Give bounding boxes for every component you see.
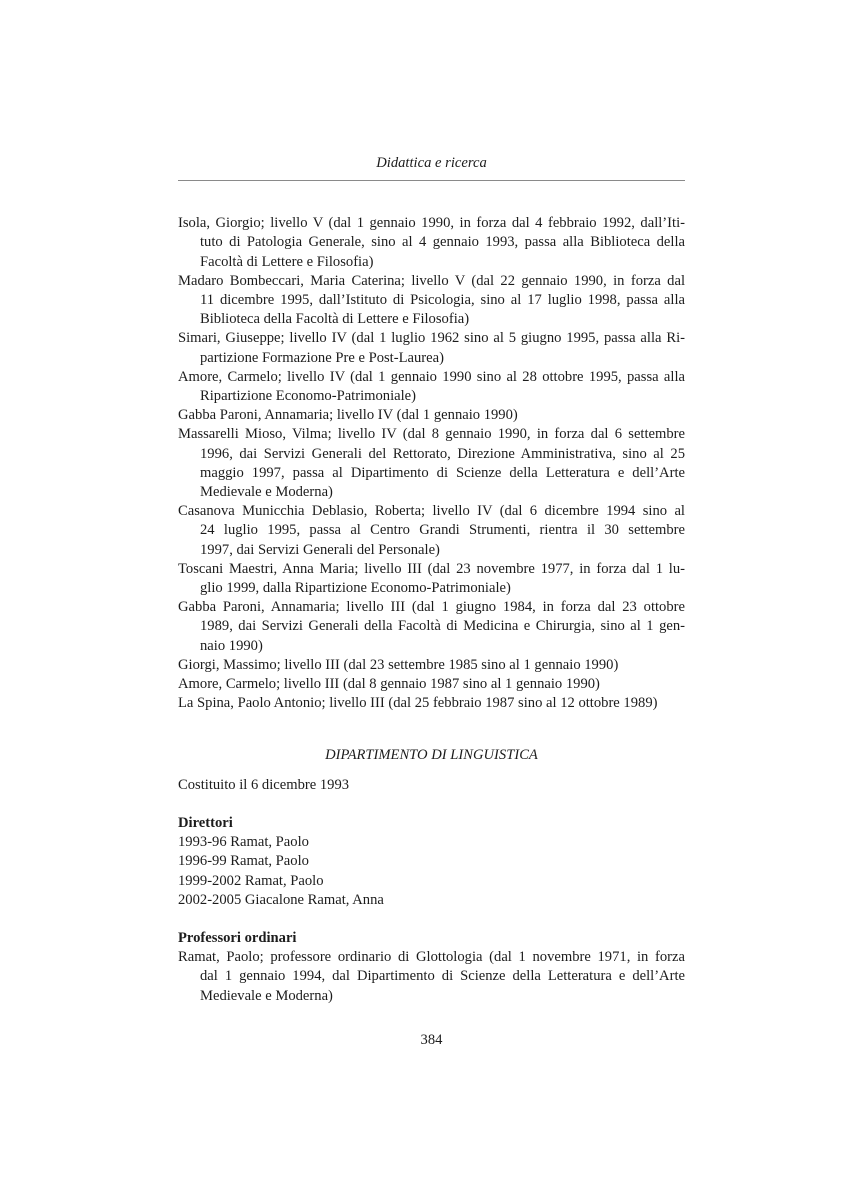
staff-entry-line: 11 dicembre 1995, dall’Istituto di Psicologia, sino al 17 luglio 1998, passa alla bbox=[200, 292, 685, 309]
page-number: 384 bbox=[420, 1031, 443, 1048]
professor-entry-line: Ramat, Paolo; professore ordinario di Glottologia (dal 1 novembre 1971, in forza bbox=[178, 949, 685, 966]
section-title: DIPARTIMENTO DI LINGUISTICA bbox=[325, 747, 538, 764]
header-rule bbox=[178, 180, 685, 181]
staff-entry-line: Casanova Municchia Deblasio, Roberta; livello IV (dal 6 dicembre 1994 sino al bbox=[178, 503, 685, 520]
staff-entry-line: Facoltà di Lettere e Filosofia) bbox=[200, 253, 374, 270]
staff-entry bbox=[178, 368, 685, 406]
staff-entry-line: Ripartizione Economo-Patrimoniale) bbox=[200, 388, 417, 405]
staff-entry-line: partizione Formazione Pre e Post-Laurea) bbox=[200, 349, 444, 366]
staff-entry bbox=[178, 272, 685, 330]
professori-list bbox=[178, 948, 685, 1006]
staff-entry-line: Amore, Carmelo; livello IV (dal 1 gennaio 1990 sino al 28 ottobre 1995, passa alla bbox=[178, 368, 685, 385]
staff-entry-line: Simari, Giuseppe; livello IV (dal 1 luglio 1962 sino al 5 giugno 1995, passa alla Ri- bbox=[178, 330, 685, 347]
professor-entry-line: Medievale e Moderna) bbox=[200, 987, 333, 1004]
staff-entry-line: La Spina, Paolo Antonio; livello III (dal 25 febbraio 1987 sino al 12 ottobre 1989) bbox=[178, 695, 658, 712]
section-founded-text: Costituito il 6 dicembre 1993 bbox=[178, 776, 350, 793]
staff-entry bbox=[178, 656, 685, 675]
staff-entry bbox=[178, 694, 685, 713]
professori-heading: Professori ordinari bbox=[178, 929, 297, 946]
staff-entry bbox=[178, 560, 685, 598]
staff-entry bbox=[178, 406, 685, 425]
staff-entry-line: Massarelli Mioso, Vilma; livello IV (dal 8 gennaio 1990, in forza dal 6 settembre bbox=[178, 426, 685, 443]
document-page bbox=[178, 0, 685, 1050]
staff-entry-line: glio 1999, dalla Ripartizione Economo-Patrimoniale) bbox=[200, 580, 511, 597]
staff-list bbox=[178, 214, 685, 713]
professor-entry bbox=[178, 948, 685, 1006]
staff-entry-line: maggio 1997, passa al Dipartimento di Scienze della Letteratura e dell’Arte bbox=[200, 464, 685, 481]
staff-entry-line: naio 1990) bbox=[200, 637, 263, 654]
staff-entry-line: Medievale e Moderna) bbox=[200, 484, 333, 501]
staff-entry-line: tuto di Patologia Generale, sino al 4 gennaio 1993, passa alla Biblioteca della bbox=[200, 234, 685, 251]
staff-entry-line: 24 luglio 1995, passa al Centro Grandi Strumenti, rientra il 30 settembre bbox=[200, 522, 685, 539]
staff-entry-line: Amore, Carmelo; livello III (dal 8 gennaio 1987 sino al 1 gennaio 1990) bbox=[178, 676, 600, 693]
running-header-title: Didattica e ricerca bbox=[376, 155, 487, 171]
director-item: 1993-96 Ramat, Paolo bbox=[178, 834, 309, 851]
direttori-list bbox=[178, 833, 685, 910]
director-item: 1996-99 Ramat, Paolo bbox=[178, 853, 309, 870]
staff-entry-line: 1996, dai Servizi Generali del Rettorato, Direzione Amministrativa, sino al 25 bbox=[200, 445, 685, 462]
staff-entry-line: Giorgi, Massimo; livello III (dal 23 settembre 1985 sino al 1 gennaio 1990) bbox=[178, 656, 619, 673]
staff-entry-line: Madaro Bombeccari, Maria Caterina; livello V (dal 22 gennaio 1990, in forza dal bbox=[178, 272, 685, 289]
staff-entry bbox=[178, 214, 685, 272]
staff-entry-line: 1989, dai Servizi Generali della Facoltà di Medicina e Chirurgia, sino al 1 gen- bbox=[200, 618, 685, 635]
staff-entry bbox=[178, 598, 685, 656]
direttori-heading: Direttori bbox=[178, 814, 233, 831]
staff-entry bbox=[178, 502, 685, 560]
staff-entry bbox=[178, 425, 685, 502]
staff-entry-line: Biblioteca della Facoltà di Lettere e Filosofia) bbox=[200, 311, 470, 328]
staff-entry-line: Gabba Paroni, Annamaria; livello IV (dal 1 gennaio 1990) bbox=[178, 407, 518, 424]
staff-entry bbox=[178, 329, 685, 367]
staff-entry-line: Gabba Paroni, Annamaria; livello III (dal 1 giugno 1984, in forza dal 23 ottobre bbox=[178, 599, 685, 616]
staff-entry-line: 1997, dai Servizi Generali del Personale) bbox=[200, 541, 440, 558]
staff-entry bbox=[178, 675, 685, 694]
staff-entry-line: Toscani Maestri, Anna Maria; livello III (dal 23 novembre 1977, in forza dal 1 lu- bbox=[178, 560, 685, 577]
professor-entry-line: dal 1 gennaio 1994, dal Dipartimento di Scienze della Letteratura e dell’Arte bbox=[200, 968, 685, 985]
director-item: 1999-2002 Ramat, Paolo bbox=[178, 872, 324, 889]
staff-entry-line: Isola, Giorgio; livello V (dal 1 gennaio 1990, in forza dal 4 febbraio 1992, dall’Iti- bbox=[178, 215, 685, 232]
director-item: 2002-2005 Giacalone Ramat, Anna bbox=[178, 891, 384, 908]
